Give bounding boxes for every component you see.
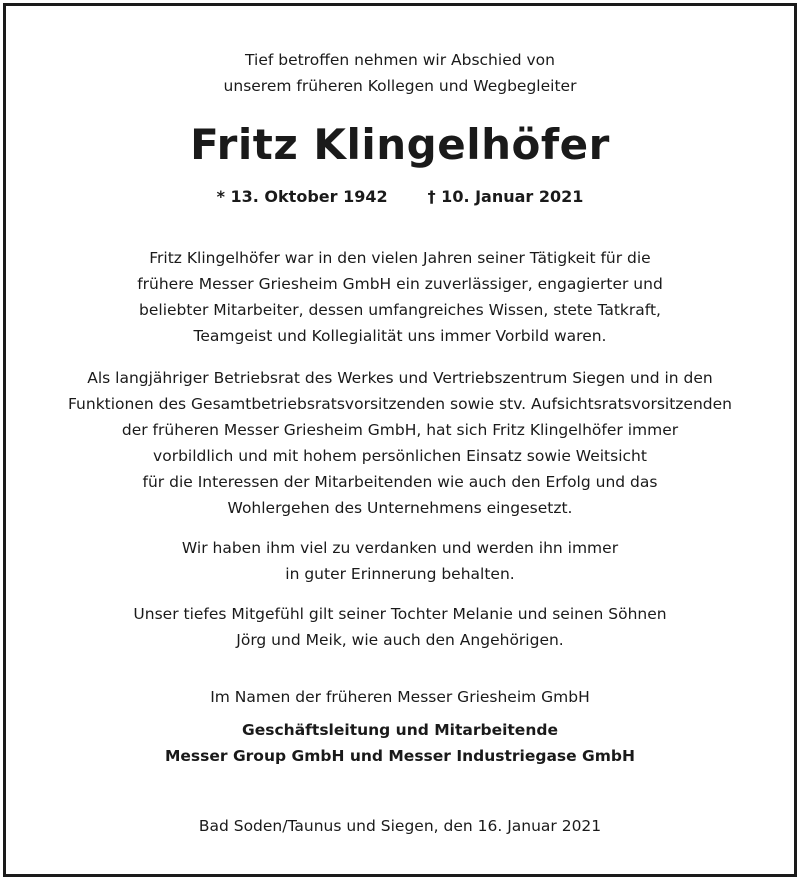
death-date: † 10. Januar 2021 bbox=[427, 187, 584, 206]
paragraph-2-line-4: vorbildlich und mit hohem persönlichen Einsatz sowie Weitsicht bbox=[153, 447, 647, 465]
paragraph-2-line-6: Wohlergehen des Unternehmens eingesetzt. bbox=[227, 499, 573, 517]
place-and-date: Bad Soden/Taunus und Siegen, den 16. Januar 2021 bbox=[198, 817, 602, 835]
signature-line-2: Messer Group GmbH und Messer Industriegase GmbH bbox=[165, 747, 635, 765]
deceased-name: Fritz Klingelhöfer bbox=[190, 120, 610, 169]
paragraph-1-line-2: frühere Messer Griesheim GmbH ein zuverlässiger, engagierter und bbox=[137, 275, 663, 293]
intro-line-2: unserem früheren Kollegen und Wegbegleiter bbox=[223, 77, 577, 95]
signature-on-behalf: Im Namen der früheren Messer Griesheim GmbH bbox=[210, 688, 590, 706]
paragraph-2-line-5: für die Interessen der Mitarbeitenden wie auch den Erfolg und das bbox=[142, 473, 658, 491]
paragraph-4-line-2: Jörg und Meik, wie auch den Angehörigen. bbox=[236, 631, 564, 649]
signature-line-1: Geschäftsleitung und Mitarbeitende bbox=[242, 721, 558, 739]
paragraph-2-line-1: Als langjähriger Betriebsrat des Werkes und Vertriebszentrum Siegen und in den bbox=[87, 369, 713, 387]
paragraph-3-line-2: in guter Erinnerung behalten. bbox=[285, 565, 515, 583]
paragraph-2-line-3: der früheren Messer Griesheim GmbH, hat sich Fritz Klingelhöfer immer bbox=[121, 421, 679, 439]
intro-line-1: Tief betroffen nehmen wir Abschied von bbox=[245, 51, 555, 69]
paragraph-1-line-1: Fritz Klingelhöfer war in den vielen Jahren seiner Tätigkeit für die bbox=[149, 249, 651, 267]
paragraph-1-line-3: beliebter Mitarbeiter, dessen umfangreiches Wissen, stete Tatkraft, bbox=[139, 301, 661, 319]
paragraph-4-line-1: Unser tiefes Mitgefühl gilt seiner Tochter Melanie und seinen Söhnen bbox=[133, 605, 667, 623]
birth-date: * 13. Oktober 1942 bbox=[216, 187, 388, 206]
paragraph-3-line-1: Wir haben ihm viel zu verdanken und werden ihn immer bbox=[181, 539, 619, 557]
life-dates bbox=[0, 187, 800, 207]
paragraph-2-line-2: Funktionen des Gesamtbetriebsratsvorsitzenden sowie stv. Aufsichtsratsvorsitzenden bbox=[67, 395, 732, 413]
paragraph-1-line-4: Teamgeist und Kollegialität uns immer Vorbild waren. bbox=[193, 327, 607, 345]
